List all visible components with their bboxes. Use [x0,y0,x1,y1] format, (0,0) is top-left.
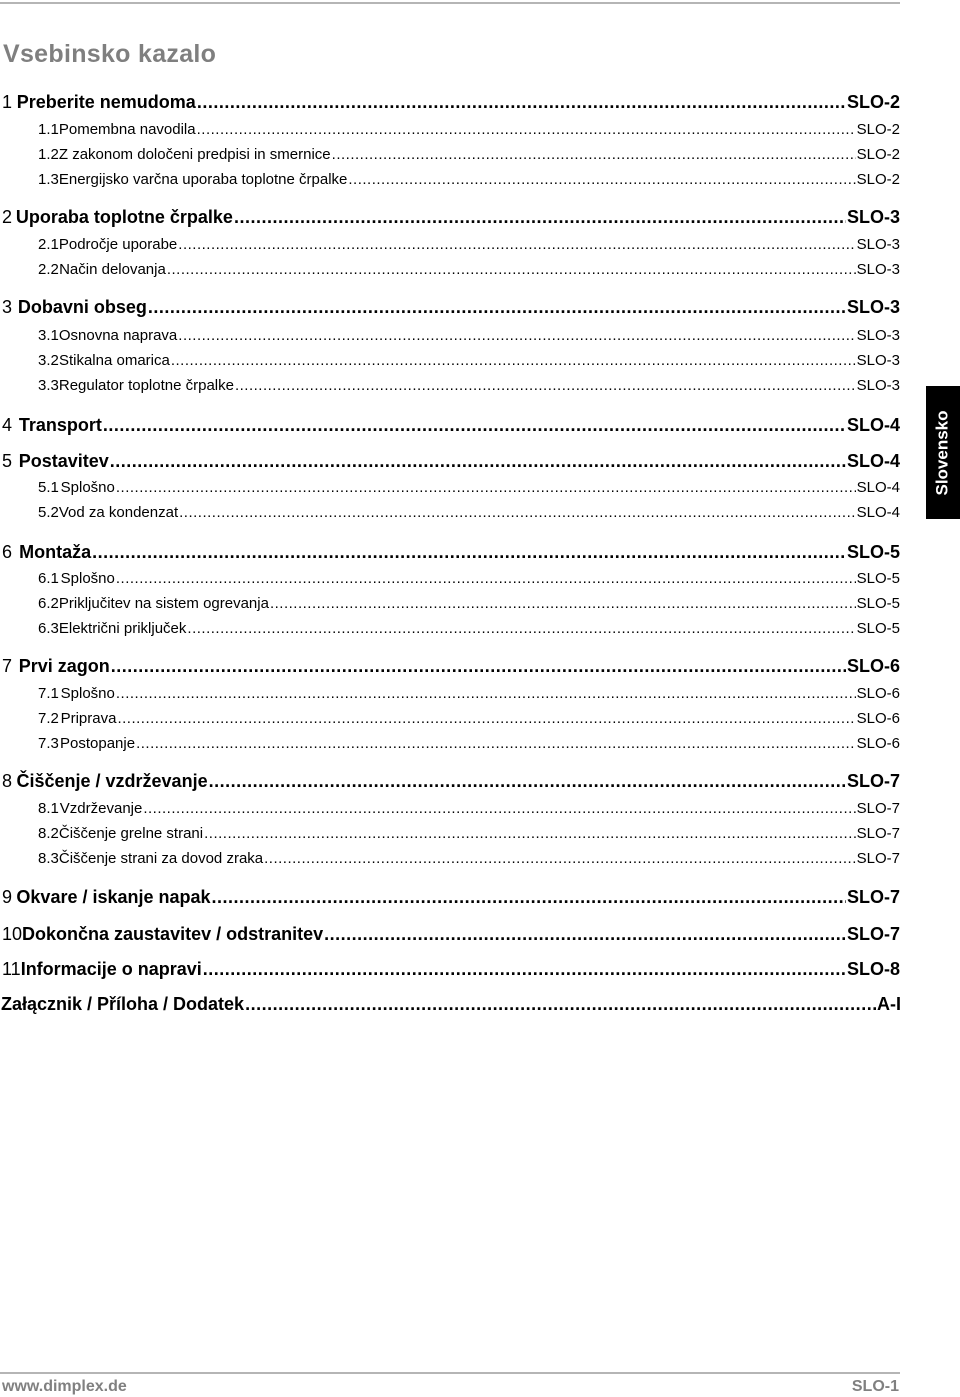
footer-url: www.dimplex.de [2,1378,127,1395]
toc-dot-leader [167,262,856,277]
toc-dot-leader [110,452,846,470]
toc-entry-title: Splošno [60,570,115,587]
toc-entry-title: Załącznik / Příloha / Dodatek [1,994,245,1014]
toc-dot-leader [197,93,846,111]
language-tab-label: Slovensko [933,409,953,496]
toc-entry-number: 6.1 [38,570,59,587]
toc-entry-number: 3 [2,297,13,317]
toc-section-row[interactable] [0,571,900,586]
language-tab [926,386,960,519]
toc-entry-title: Energijsko varčna uporaba toplotne črpalke [58,171,348,188]
toc-entry-number: 7.3 [38,735,59,752]
toc-entry-page: SLO-3 [856,261,900,278]
toc-chapter-row[interactable] [0,657,900,675]
toc-entry-title: Čiščenje / vzdrževanje [16,771,208,791]
toc-section-row[interactable] [0,801,900,816]
toc-entry-page: SLO-4 [846,415,900,435]
toc-entry-page: SLO-3 [856,377,900,394]
toc-entry-number: 1.2 [38,146,59,163]
toc-dot-leader [143,801,855,816]
toc-dot-leader [234,208,846,226]
toc-entry-page: SLO-6 [856,735,900,752]
toc-dot-leader [111,657,846,675]
toc-entry-title: Okvare / iskanje napak [16,887,211,907]
toc-dot-leader [209,772,846,790]
toc-entry-title: Postavitev [18,451,109,471]
toc-chapter-row[interactable] [0,452,900,470]
toc-entry-title: Električni priključek [58,620,187,637]
toc-entry-page: SLO-6 [846,656,900,676]
toc-section-row[interactable] [0,172,900,187]
toc-entry-title: Vzdrževanje [59,800,143,817]
toc-entry-number: 7.1 [38,685,59,702]
toc-entry-page: SLO-5 [856,595,900,612]
toc-entry-title: Z zakonom določeni predpisi in smernice [58,146,331,163]
toc-entry-page: SLO-3 [856,352,900,369]
toc-entry-number: 4 [2,415,13,435]
toc-entry-title: Montaža [19,542,92,562]
toc-entry-number: 3.1 [38,327,59,344]
toc-chapter-row[interactable] [0,208,900,226]
toc-section-row[interactable] [0,851,900,866]
toc-entry-number: 5.1 [38,479,59,496]
toc-entry-title: Pomembna navodila [58,121,196,138]
toc-section-row[interactable] [0,237,900,252]
toc-entry-page: SLO-3 [846,207,900,227]
page-title: Vsebinsko kazalo [3,40,217,68]
toc-entry-title: Čiščenje strani za dovod zraka [58,850,264,867]
toc-entry-number: 2.1 [38,236,59,253]
toc-dot-leader [178,237,855,252]
toc-section-row[interactable] [0,147,900,162]
toc-entry-number: 10 [2,924,23,944]
toc-dot-leader [245,995,876,1013]
toc-dot-leader [103,416,846,434]
toc-entry-number: 2 [2,207,13,227]
toc-entry-page: SLO-4 [856,479,900,496]
toc-entry-page: SLO-8 [846,959,900,979]
toc-chapter-row[interactable] [0,298,900,316]
toc-entry-number: 6.3 [38,620,59,637]
toc-entry-number: 1.1 [38,121,59,138]
toc-entry-number: 9 [2,887,13,907]
toc-entry-number: 6.2 [38,595,59,612]
toc-section-row[interactable] [0,378,900,393]
toc-entry-page: SLO-5 [856,620,900,637]
toc-entry-number: 8.3 [38,850,59,867]
toc-entry-title: Priprava [60,710,117,727]
toc-dot-leader [116,480,856,495]
toc-entry-page: SLO-2 [856,146,900,163]
toc-section-row[interactable] [0,122,900,137]
toc-section-row[interactable] [0,736,900,751]
toc-section-row[interactable] [0,686,900,701]
toc-entry-page: SLO-7 [846,887,900,907]
toc-entry-page: SLO-3 [846,297,900,317]
toc-chapter-row[interactable] [0,925,900,943]
bottom-rule [0,1372,900,1374]
toc-dot-leader [148,298,846,316]
toc-chapter-row[interactable] [1,995,901,1013]
toc-entry-page: SLO-7 [846,771,900,791]
toc-entry-page: SLO-3 [856,236,900,253]
toc-chapter-row[interactable] [0,93,900,111]
toc-entry-number: 5 [2,451,13,471]
toc-entry-title: Preberite nemudoma [16,92,196,112]
toc-dot-leader [324,925,846,943]
toc-section-row[interactable] [0,262,900,277]
toc-entry-title: Informacije o napravi [20,959,202,979]
toc-entry-title: Regulator toplotne črpalke [58,377,234,394]
toc-dot-leader [116,686,856,701]
toc-dot-leader [270,596,856,611]
toc-chapter-row[interactable] [0,416,900,434]
toc-entry-page: SLO-5 [846,542,900,562]
toc-dot-leader [117,711,855,726]
toc-entry-page: SLO-2 [856,121,900,138]
toc-section-row[interactable] [0,328,900,343]
toc-entry-page: SLO-7 [856,825,900,842]
toc-section-row[interactable] [0,596,900,611]
toc-dot-leader [179,505,856,520]
toc-entry-number: 8.2 [38,825,59,842]
toc-entry-title: Transport [18,415,102,435]
toc-dot-leader [235,378,856,393]
toc-entry-page: A-I [877,994,901,1014]
toc-entry-title: Osnovna naprava [58,327,178,344]
toc-section-row[interactable] [0,826,900,841]
toc-dot-leader [203,960,846,978]
toc-dot-leader [212,888,846,906]
toc-dot-leader [92,543,846,561]
toc-dot-leader [332,147,856,162]
toc-chapter-row[interactable] [0,772,900,790]
toc-section-row[interactable] [0,505,900,520]
toc-dot-leader [116,571,856,586]
toc-entry-title: Področje uporabe [58,236,178,253]
toc-entry-page: SLO-6 [856,685,900,702]
toc-entry-number: 2.2 [38,261,59,278]
toc-entry-title: Priključitev na sistem ogrevanja [58,595,269,612]
toc-entry-number: 11 [2,959,21,979]
toc-entry-page: SLO-7 [856,800,900,817]
toc-entry-title: Postopanje [60,735,136,752]
toc-entry-number: 3.3 [38,377,59,394]
toc-entry-number: 1 [2,92,13,112]
toc-entry-page: SLO-4 [856,504,900,521]
toc-entry-number: 8.1 [38,800,59,817]
toc-entry-title: Splošno [60,479,115,496]
toc-section-row[interactable] [0,621,900,636]
toc-dot-leader [197,122,856,137]
toc-entry-title: Prvi zagon [18,656,110,676]
toc-chapter-row[interactable] [0,960,900,978]
toc-entry-page: SLO-2 [856,171,900,188]
toc-entry-page: SLO-4 [846,451,900,471]
toc-entry-page: SLO-7 [846,924,900,944]
toc-entry-title: Način delovanja [59,261,166,278]
toc-entry-title: Stikalna omarica [58,352,170,369]
toc-entry-title: Uporaba toplotne črpalke [15,207,233,227]
toc-section-row[interactable] [0,480,900,495]
toc-section-row[interactable] [0,353,900,368]
toc-dot-leader [178,328,855,343]
toc-section-row[interactable] [0,711,900,726]
toc-entry-title: Dobavni obseg [17,297,147,317]
toc-dot-leader [187,621,855,636]
toc-entry-number: 5.2 [38,504,59,521]
toc-entry-number: 7.2 [38,710,59,727]
toc-entry-page: SLO-7 [856,850,900,867]
toc-chapter-row[interactable] [0,888,900,906]
toc-entry-number: 6 [2,542,13,562]
toc-dot-leader [171,353,856,368]
toc-entry-page: SLO-6 [856,710,900,727]
toc-dot-leader [136,736,856,751]
toc-entry-number: 7 [2,656,13,676]
toc-entry-number: 8 [2,771,13,791]
toc-entry-title: Dokončna zaustavitev / odstranitev [22,924,324,944]
toc-entry-page: SLO-5 [856,570,900,587]
toc-entry-number: 1.3 [38,171,59,188]
toc-entry-title: Vod za kondenzat [58,504,179,521]
toc-entry-page: SLO-2 [846,92,900,112]
toc-dot-leader [348,172,855,187]
toc-chapter-row[interactable] [0,543,900,561]
footer-page-number: SLO-1 [851,1378,899,1395]
toc-entry-title: Čiščenje grelne strani [58,825,204,842]
toc-entry-number: 3.2 [38,352,59,369]
toc-entry-title: Splošno [60,685,115,702]
toc-dot-leader [204,826,856,841]
toc-dot-leader [264,851,856,866]
toc-entry-page: SLO-3 [856,327,900,344]
